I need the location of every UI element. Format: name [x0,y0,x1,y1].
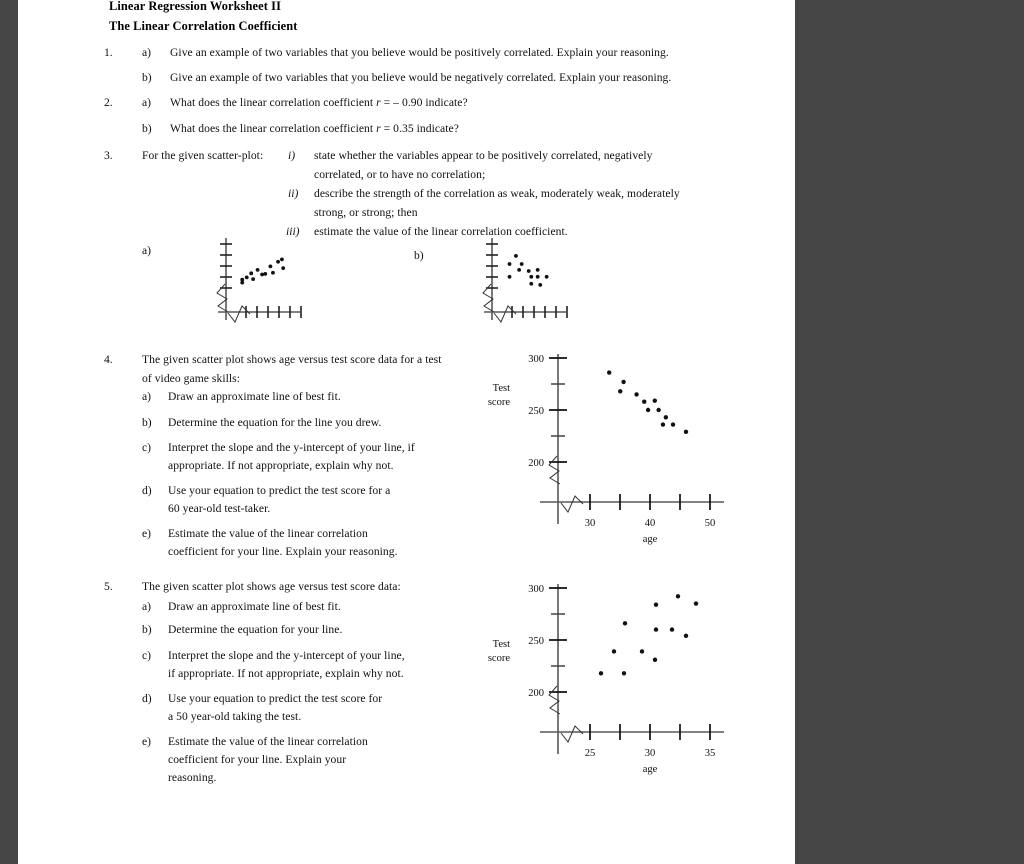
scatter-plot-q3a [204,234,299,324]
q4-part-d-line2: 60 year-old test-taker. [168,502,271,515]
q5-part-d-line2: a 50 year-old taking the test. [168,710,302,723]
q4-part-a-line1: Draw an approximate line of best fit. [168,390,341,403]
q5-part-e-line1: Estimate the value of the linear correlation [168,735,368,748]
q5-part-a-line1: Draw an approximate line of best fit. [168,600,341,613]
q3-roman-ii-line1: describe the strength of the correlation as weak, moderately weak, moderately [314,187,680,200]
q3-roman-iii-label: iii) [286,225,300,238]
svg-text:250: 250 [528,406,544,417]
q4-part-d-label: d) [142,484,152,497]
q3-plot-b-label: b) [414,249,424,262]
q2-part-b-text [170,122,459,136]
q2a-post: = – 0.90 indicate? [380,96,468,109]
question-4-number: 4. [104,353,113,366]
svg-text:35: 35 [704,748,716,759]
q2b-r: r [376,122,381,135]
page-subtitle: The Linear Correlation Coefficient [109,19,298,33]
svg-text:50: 50 [704,518,716,529]
q2-part-b-label: b) [142,122,152,135]
plot-q5-y-axis-label [466,638,510,666]
q2-part-a-label: a) [142,96,152,109]
svg-text:250: 250 [528,636,544,647]
q3-roman-i-line1: state whether the variables appear to be positively correlated, negatively [314,149,653,162]
document-page [18,0,795,864]
svg-text:25: 25 [584,748,596,759]
q3-roman-ii-label: ii) [288,187,299,200]
q2b-pre: What does the linear correlation coefficient [170,122,377,135]
q3-roman-iii-line1: estimate the value of the linear correlation coefficient. [314,225,568,238]
q4-part-c-line2: appropriate. If not appropriate, explain why not. [168,459,394,472]
q4-part-e-line1: Estimate the value of the linear correlation [168,527,368,540]
q3-roman-i-line2: correlated, or to have no correlation; [314,168,486,181]
question-5-number: 5. [104,580,113,593]
q3-roman-i-label: i) [288,149,296,162]
q5-part-b-label: b) [142,623,152,636]
q2-part-a-text [170,96,468,110]
q5-part-c-label: c) [142,649,152,662]
q4-part-a-label: a) [142,390,152,403]
q4-part-e-line2: coefficient for your line. Explain your reasoning. [168,545,398,558]
document-content [18,0,795,864]
scatter-plot-q5 [487,580,733,780]
q2a-pre: What does the linear correlation coefficient [170,96,377,109]
q1-part-b-text: Give an example of two variables that you believe would be negatively correlated. Explain your reasoning. [170,71,672,84]
q4-part-e-label: e) [142,527,152,540]
q5-part-e-line2: coefficient for your line. Explain your [168,753,347,766]
q5-part-b-line1: Determine the equation for your line. [168,623,343,636]
q1-part-a-text: Give an example of two variables that you believe would be positively correlated. Explain your reasoning. [170,46,669,59]
svg-text:30: 30 [644,748,656,759]
q5-part-a-label: a) [142,600,152,613]
q3-stem: For the given scatter-plot: [142,149,264,162]
y-axis-label-line2: score [487,653,510,664]
q4-part-c-line1: Interpret the slope and the y-intercept of your line, if [168,441,415,454]
svg-text:age: age [642,534,658,545]
svg-text:300: 300 [528,584,544,595]
q2a-r: r [376,96,381,109]
q1-part-a-label: a) [142,46,152,59]
q3-roman-ii-line2: strong, or strong; then [314,206,418,219]
q5-part-e-line3: reasoning. [168,771,217,784]
y-axis-label-line1: Test [492,383,510,394]
svg-text:300: 300 [528,354,544,365]
q5-part-e-label: e) [142,735,152,748]
svg-text:40: 40 [644,518,656,529]
question-3-number: 3. [104,149,113,162]
q5-part-d-line1: Use your equation to predict the test score for [168,692,383,705]
y-axis-label-line1: Test [492,639,510,650]
q4-part-b-label: b) [142,416,152,429]
q4-part-b-line1: Determine the equation for the line you drew. [168,416,382,429]
svg-text:age: age [642,764,658,775]
q3-plot-a-label: a) [142,244,152,257]
q5-stem-line1: The given scatter plot shows age versus test score data: [142,580,401,593]
scatter-plot-q3b [470,234,565,324]
q4-part-d-line1: Use your equation to predict the test score for a [168,484,391,497]
scatter-plot-q4 [487,350,733,550]
q2b-post: = 0.35 indicate? [380,122,459,135]
q5-part-c-line2: if appropriate. If not appropriate, explain why not. [168,667,404,680]
question-1-number: 1. [104,46,113,59]
q4-part-c-label: c) [142,441,152,454]
q4-stem-line1: The given scatter plot shows age versus test score data for a test [142,353,442,366]
svg-text:200: 200 [528,688,544,699]
svg-text:30: 30 [584,518,596,529]
q1-part-b-label: b) [142,71,152,84]
q5-part-c-line1: Interpret the slope and the y-intercept of your line, [168,649,405,662]
y-axis-label-line2: score [487,397,510,408]
q5-part-d-label: d) [142,692,152,705]
svg-text:200: 200 [528,458,544,469]
plot-q4-y-axis-label [466,382,510,410]
page-title: Linear Regression Worksheet II [109,0,282,13]
question-2-number: 2. [104,96,113,109]
q4-stem-line2: of video game skills: [142,372,240,385]
